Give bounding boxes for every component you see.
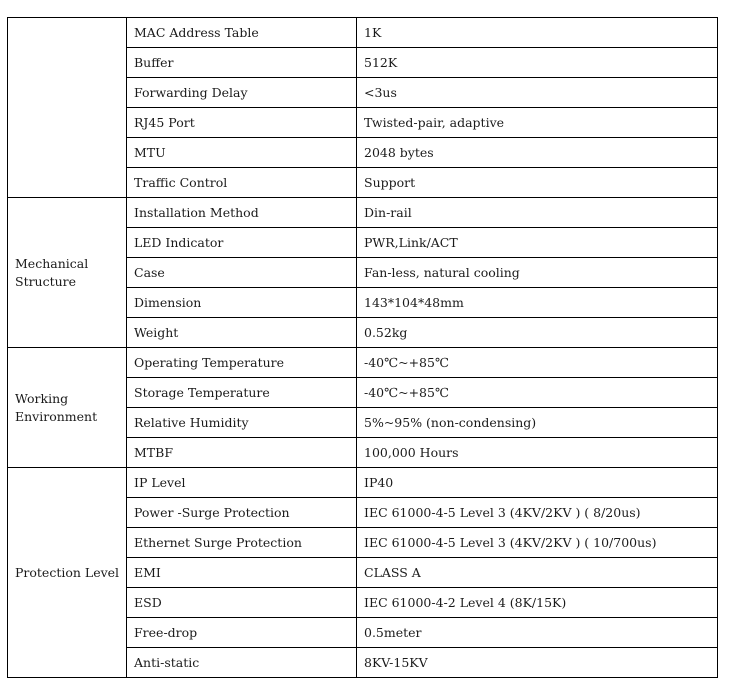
parameter-cell: Ethernet Surge Protection bbox=[127, 528, 357, 558]
value-cell: 0.52kg bbox=[357, 318, 718, 348]
group-label-cell: Mechanical Structure bbox=[8, 198, 127, 348]
value-cell: PWR,Link/ACT bbox=[357, 228, 718, 258]
value-cell: IEC 61000-4-5 Level 3 (4KV/2KV ) ( 10/700us) bbox=[357, 528, 718, 558]
parameter-cell: Installation Method bbox=[127, 198, 357, 228]
parameter-cell: RJ45 Port bbox=[127, 108, 357, 138]
value-cell: Twisted-pair, adaptive bbox=[357, 108, 718, 138]
value-cell: IEC 61000-4-5 Level 3 (4KV/2KV ) ( 8/20us) bbox=[357, 498, 718, 528]
parameter-cell: IP Level bbox=[127, 468, 357, 498]
parameter-cell: Power -Surge Protection bbox=[127, 498, 357, 528]
value-cell: -40℃~+85℃ bbox=[357, 378, 718, 408]
table-row bbox=[8, 468, 718, 498]
group-label-cell: Working Environment bbox=[8, 348, 127, 468]
parameter-cell: MAC Address Table bbox=[127, 18, 357, 48]
value-cell: Din-rail bbox=[357, 198, 718, 228]
value-cell: 512K bbox=[357, 48, 718, 78]
value-cell: 0.5meter bbox=[357, 618, 718, 648]
group-label-cell: Protection Level bbox=[8, 468, 127, 678]
specification-table bbox=[7, 17, 718, 678]
value-cell: CLASS A bbox=[357, 558, 718, 588]
parameter-cell: Operating Temperature bbox=[127, 348, 357, 378]
parameter-cell: Case bbox=[127, 258, 357, 288]
table-row bbox=[8, 18, 718, 48]
parameter-cell: Weight bbox=[127, 318, 357, 348]
group-label-cell bbox=[8, 18, 127, 198]
parameter-cell: MTBF bbox=[127, 438, 357, 468]
parameter-cell: Anti-static bbox=[127, 648, 357, 678]
value-cell: -40℃~+85℃ bbox=[357, 348, 718, 378]
parameter-cell: Storage Temperature bbox=[127, 378, 357, 408]
table-row bbox=[8, 348, 718, 378]
value-cell: Support bbox=[357, 168, 718, 198]
parameter-cell: Dimension bbox=[127, 288, 357, 318]
parameter-cell: Forwarding Delay bbox=[127, 78, 357, 108]
parameter-cell: EMI bbox=[127, 558, 357, 588]
value-cell: 100,000 Hours bbox=[357, 438, 718, 468]
parameter-cell: Relative Humidity bbox=[127, 408, 357, 438]
parameter-cell: MTU bbox=[127, 138, 357, 168]
value-cell: 143*104*48mm bbox=[357, 288, 718, 318]
table-row bbox=[8, 198, 718, 228]
parameter-cell: Traffic Control bbox=[127, 168, 357, 198]
parameter-cell: Buffer bbox=[127, 48, 357, 78]
value-cell: IEC 61000-4-2 Level 4 (8K/15K) bbox=[357, 588, 718, 618]
value-cell: 1K bbox=[357, 18, 718, 48]
specification-table-body bbox=[8, 18, 718, 678]
value-cell: <3us bbox=[357, 78, 718, 108]
value-cell: 5%~95% (non-condensing) bbox=[357, 408, 718, 438]
parameter-cell: LED Indicator bbox=[127, 228, 357, 258]
parameter-cell: Free-drop bbox=[127, 618, 357, 648]
value-cell: IP40 bbox=[357, 468, 718, 498]
parameter-cell: ESD bbox=[127, 588, 357, 618]
value-cell: 2048 bytes bbox=[357, 138, 718, 168]
value-cell: Fan-less, natural cooling bbox=[357, 258, 718, 288]
value-cell: 8KV-15KV bbox=[357, 648, 718, 678]
